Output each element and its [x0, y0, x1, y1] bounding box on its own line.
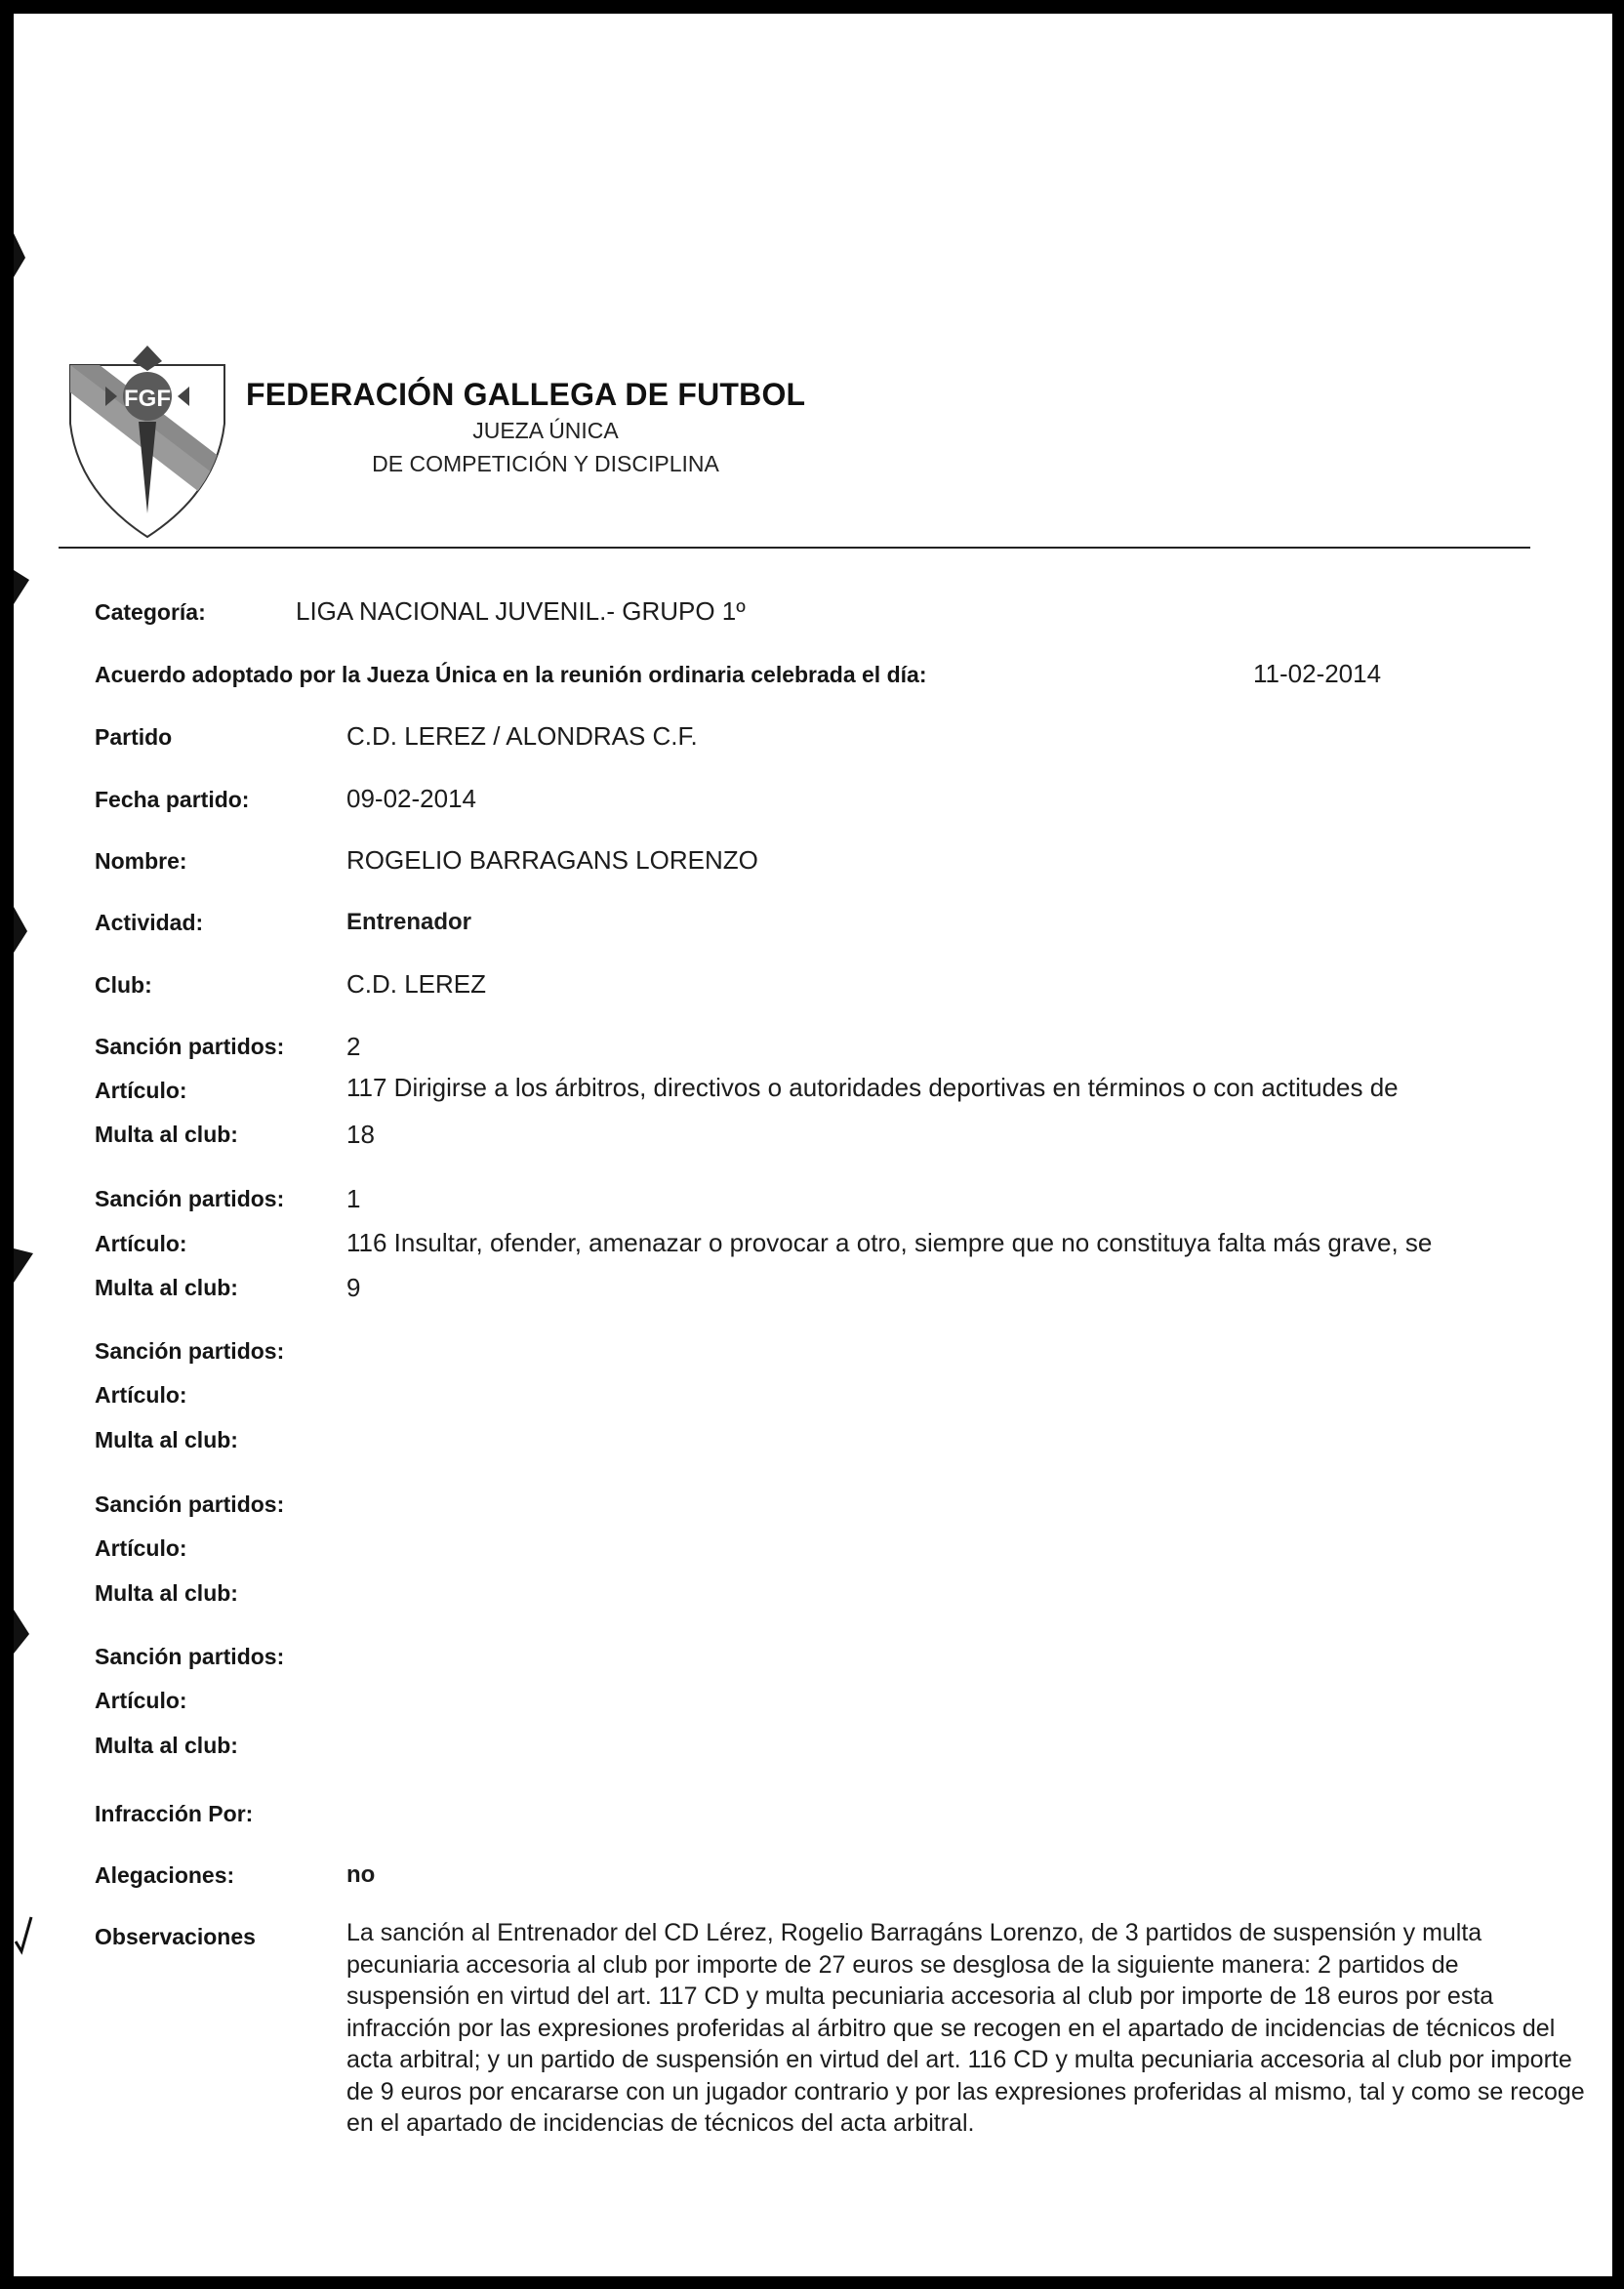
scan-mark-1 — [14, 233, 25, 277]
acuerdo-label: Acuerdo adoptado por la Jueza Única en la reunión ordinaria celebrada el día: — [95, 662, 927, 687]
scan-mark-6 — [16, 1917, 31, 1951]
fecha-label: Fecha partido: — [95, 787, 250, 812]
sancion-label: Sanción partidos: — [95, 1644, 285, 1669]
sancion-label: Sanción partidos: — [95, 1186, 285, 1211]
articulo-label: Artículo: — [95, 1078, 187, 1103]
header-divider — [59, 547, 1530, 549]
articulo-label: Artículo: — [95, 1382, 187, 1408]
observaciones-label: Observaciones — [95, 1924, 256, 1949]
articulo-label: Artículo: — [95, 1231, 187, 1256]
sancion-label: Sanción partidos: — [95, 1338, 285, 1364]
observaciones-text: La sanción al Entrenador del CD Lérez, Rogelio Barragáns Lorenzo, de 3 partidos de suspensión y multa pecuniaria accesoria al club por importe de 27 euros se desglosa de la siguiente manera: 2 partidos de suspensión en virtud del art. 117 CD y multa pecuniaria accesoria al club por importe de 18 euros por esta infracción por las expresiones proferidas al árbitro que se recogen en el apartado de incidencias de técnicos del acta arbitral; y un partido de suspensión en virtud del art. 116 CD y multa pecuniaria accesoria al club por importe de 9 euros por encararse con un jugador contrario y por las expresiones proferidas al mismo, tal y como se recoge en el apartado de incidencias de técnicos del acta arbitral. — [346, 1919, 1585, 2137]
scan-mark-5 — [14, 1610, 29, 1654]
actividad-label: Actividad: — [95, 910, 204, 935]
multa-label: Multa al club: — [95, 1733, 238, 1758]
multa-label: Multa al club: — [95, 1122, 238, 1147]
org-title: FEDERACIÓN GALLEGA DE FUTBOL — [246, 377, 806, 412]
partido-label: Partido — [95, 724, 173, 750]
multa-label: Multa al club: — [95, 1427, 238, 1452]
articulo-value: 116 Insultar, ofender, amenazar o provocar a otro, siempre que no constituya falta más grave, se — [346, 1228, 1433, 1257]
scan-marks — [14, 14, 53, 2276]
nombre-label: Nombre: — [95, 848, 187, 874]
multa-label: Multa al club: — [95, 1580, 238, 1606]
sancion-label: Sanción partidos: — [95, 1034, 285, 1059]
sancion-value: 1 — [346, 1184, 361, 1213]
acuerdo-date: 11-02-2014 — [1253, 659, 1382, 688]
alegaciones-label: Alegaciones: — [95, 1862, 235, 1888]
sancion-value: 2 — [346, 1032, 361, 1061]
nombre-value: ROGELIO BARRAGANS LORENZO — [346, 845, 758, 875]
fecha-value: 09-02-2014 — [346, 784, 476, 813]
alegaciones-value: no — [346, 1861, 376, 1888]
scan-mark-3 — [14, 907, 27, 953]
multa-value: 9 — [346, 1273, 361, 1302]
club-value: C.D. LEREZ — [346, 969, 487, 999]
categoria-label: Categoría: — [95, 599, 206, 625]
document-page — [14, 14, 1612, 2276]
sancion-label: Sanción partidos: — [95, 1492, 285, 1517]
articulo-label: Artículo: — [95, 1535, 187, 1561]
org-subtitle-2: DE COMPETICIÓN Y DISCIPLINA — [372, 451, 719, 476]
articulo-value: 117 Dirigirse a los árbitros, directivos o autoridades deportivas en términos o con actitudes de — [346, 1073, 1399, 1102]
logo-text: FGF — [124, 386, 171, 412]
club-label: Club: — [95, 972, 152, 998]
categoria-value: LIGA NACIONAL JUVENIL.- GRUPO 1º — [296, 596, 746, 626]
actividad-value: Entrenador — [346, 909, 472, 935]
articulo-label: Artículo: — [95, 1688, 187, 1713]
fgf-logo — [61, 346, 234, 541]
scan-mark-4 — [14, 1248, 33, 1283]
multa-value: 18 — [346, 1120, 375, 1149]
multa-label: Multa al club: — [95, 1275, 238, 1300]
scan-mark-2 — [14, 570, 29, 604]
org-subtitle-1: JUEZA ÚNICA — [472, 418, 619, 443]
infraccion-label: Infracción Por: — [95, 1801, 254, 1826]
partido-value: C.D. LEREZ / ALONDRAS C.F. — [346, 721, 698, 751]
